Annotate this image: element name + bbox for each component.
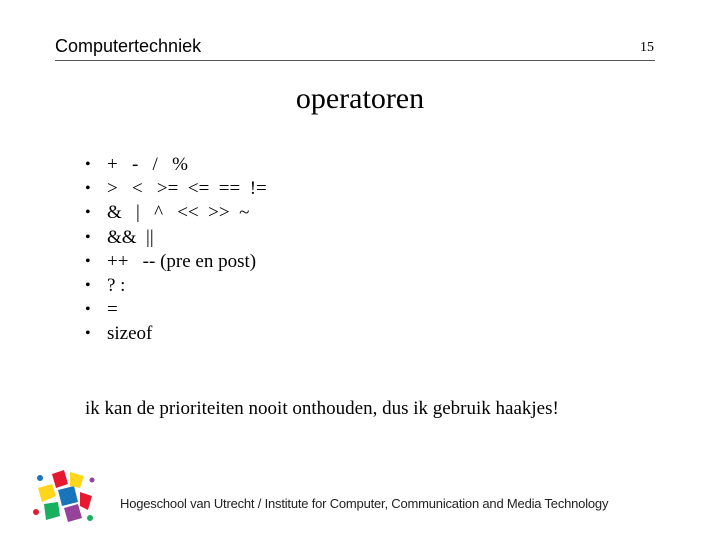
logo-shape [90,478,95,483]
list-item: • ++ -- (pre en post) [85,250,267,274]
bullet-icon: • [85,204,91,222]
page-number: 15 [640,40,654,55]
bullet-icon: • [85,276,91,294]
list-item: • + - / % [85,153,267,177]
logo-shape [64,504,82,522]
logo-shape [80,492,92,510]
bullet-icon: • [85,156,91,173]
bullet-icon: • [85,252,91,270]
list-item: • && || [85,226,267,250]
header-title: Computertechniek [55,36,202,56]
bullet-icon: • [85,228,91,246]
footer-text: Hogeschool van Utrecht / Institute for Computer, Communication and Media Technology [120,496,609,511]
logo-shape [38,484,56,502]
logo-shape [37,475,43,481]
bullet-icon: • [85,325,91,343]
list-item: • & | ^ << >> ~ [85,201,267,225]
slide-note: ik kan de prioriteiten nooit onthouden, dus ik gebruik haakjes! [85,398,559,419]
logo-shape [52,470,68,488]
logo-shape [58,486,78,506]
list-item: • = [85,298,267,322]
logo-shape [44,502,60,520]
header-divider [55,60,655,61]
logo-shape [33,509,39,515]
operator-list [85,153,267,347]
logo-shape [87,515,93,521]
list-item: • ? : [85,274,267,298]
list-item: • sizeof [85,322,267,346]
bullet-icon: • [85,301,91,319]
list-item: • > < >= <= == != [85,177,267,201]
slide-title: operatoren [295,82,425,115]
bullet-icon: • [85,180,91,198]
hu-logo-icon [30,466,100,524]
logo-shape [70,472,84,488]
